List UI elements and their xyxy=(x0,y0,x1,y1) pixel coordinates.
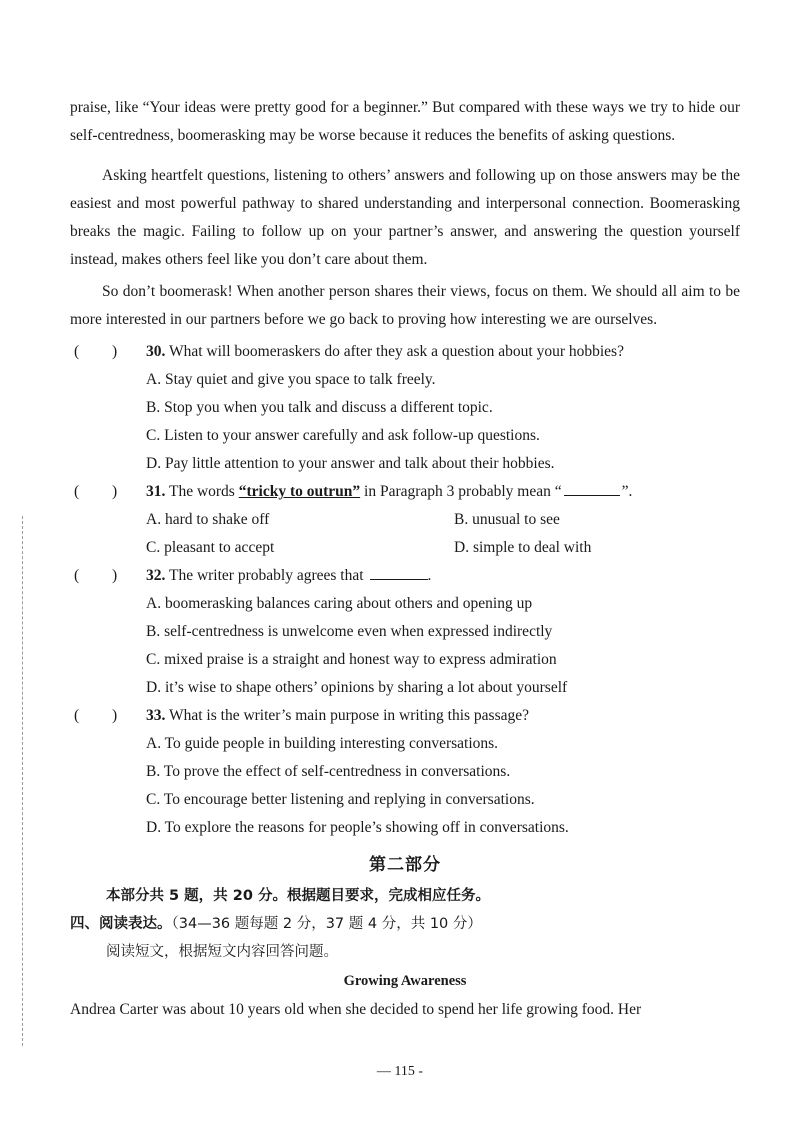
page-content xyxy=(70,94,740,1024)
question-number: 33. xyxy=(146,707,166,724)
section-note: （34—36 题每题 2 分，37 题 4 分，共 10 分） xyxy=(171,916,482,932)
passage-first-line: Andrea Carter was about 10 years old when she decided to spend her life growing food. Her xyxy=(70,1001,642,1018)
answer-paren[interactable]: ( xyxy=(74,343,80,360)
answer-paren-close: ) xyxy=(112,567,118,584)
section-label: 四、阅读表达。 xyxy=(70,916,172,932)
question-text: The writer probably agrees that xyxy=(168,567,364,584)
highlighted-phrase: “tricky to outrun” xyxy=(238,483,361,500)
option-32-a: A. boomerasking balances caring about others and opening up xyxy=(146,595,533,612)
answer-blank[interactable] xyxy=(370,564,428,580)
option-30-d: D. Pay little attention to your answer and talk about their hobbies. xyxy=(146,455,555,472)
option-33-b: B. To prove the effect of self-centredness in conversations. xyxy=(146,763,511,780)
question-text-before: The words xyxy=(168,483,235,500)
part-title: 第二部分 xyxy=(369,855,441,875)
option-31-d: D. simple to deal with xyxy=(454,539,592,556)
option-32-c: C. mixed praise is a straight and honest way to express admiration xyxy=(146,651,557,668)
answer-paren[interactable]: ( xyxy=(74,567,80,584)
part-intro: 本部分共 5 题，共 20 分。根据题目要求，完成相应任务。 xyxy=(106,888,490,904)
question-30 xyxy=(70,338,740,366)
question-31 xyxy=(70,478,740,506)
passage-title: Growing Awareness xyxy=(343,973,467,989)
paragraph-1: praise, like “Your ideas were pretty good for a beginner.” But compared with these ways we try to hide our self-centredness, boomerasking may be worse because it reduces the benefits of asking questions. xyxy=(70,99,740,144)
option-31-a: A. hard to shake off xyxy=(146,511,270,528)
answer-paren[interactable]: ( xyxy=(74,483,80,500)
question-number: 32. xyxy=(146,567,166,584)
question-text-end: . xyxy=(427,567,432,584)
answer-paren-close: ) xyxy=(112,343,118,360)
answer-paren-close: ) xyxy=(112,707,118,724)
section-instruction: 阅读短文，根据短文内容回答问题。 xyxy=(106,944,338,960)
option-30-c: C. Listen to your answer carefully and ask follow-up questions. xyxy=(146,427,540,444)
option-33-d: D. To explore the reasons for people’s showing off in conversations. xyxy=(146,819,569,836)
option-30-b: B. Stop you when you talk and discuss a different topic. xyxy=(146,399,493,416)
question-32 xyxy=(70,562,740,590)
question-text-after: in Paragraph 3 probably mean “ xyxy=(364,483,562,500)
question-text-end: ”. xyxy=(621,483,633,500)
option-32-d: D. it’s wise to shape others’ opinions by sharing a lot about yourself xyxy=(146,679,568,696)
binding-margin-line xyxy=(22,516,23,1046)
option-33-a: A. To guide people in building interesting conversations. xyxy=(146,735,499,752)
section-heading xyxy=(70,910,740,938)
question-number: 30. xyxy=(146,343,166,360)
option-33-c: C. To encourage better listening and replying in conversations. xyxy=(146,791,535,808)
answer-blank[interactable] xyxy=(564,480,620,496)
question-33 xyxy=(70,702,740,730)
paragraph-2: Asking heartfelt questions, listening to others’ answers and following up on those answers may be the easiest and most powerful pathway to shared understanding and interpersonal connection. Boomerasking breaks the magic. Failing to follow up on your partner’s answer, and answering the question yourself instead, makes others feel like you don’t care about them. xyxy=(70,167,740,268)
question-text: What is the writer’s main purpose in writing this passage? xyxy=(168,707,529,724)
answer-paren-close: ) xyxy=(112,483,118,500)
paragraph-3: So don’t boomerask! When another person shares their views, focus on them. We should all aim to be more interested in our partners before we go back to proving how interesting we are ourselves. xyxy=(70,283,740,328)
question-number: 31. xyxy=(146,483,166,500)
page-number: — 115 - xyxy=(376,1064,424,1079)
options-31-row-1 xyxy=(70,506,740,534)
answer-paren[interactable]: ( xyxy=(74,707,80,724)
options-31-row-2 xyxy=(70,534,740,562)
option-31-c: C. pleasant to accept xyxy=(146,539,275,556)
option-31-b: B. unusual to see xyxy=(454,511,560,528)
option-30-a: A. Stay quiet and give you space to talk freely. xyxy=(146,371,436,388)
question-text: What will boomeraskers do after they ask a question about your hobbies? xyxy=(168,343,624,360)
option-32-b: B. self-centredness is unwelcome even when expressed indirectly xyxy=(146,623,553,640)
